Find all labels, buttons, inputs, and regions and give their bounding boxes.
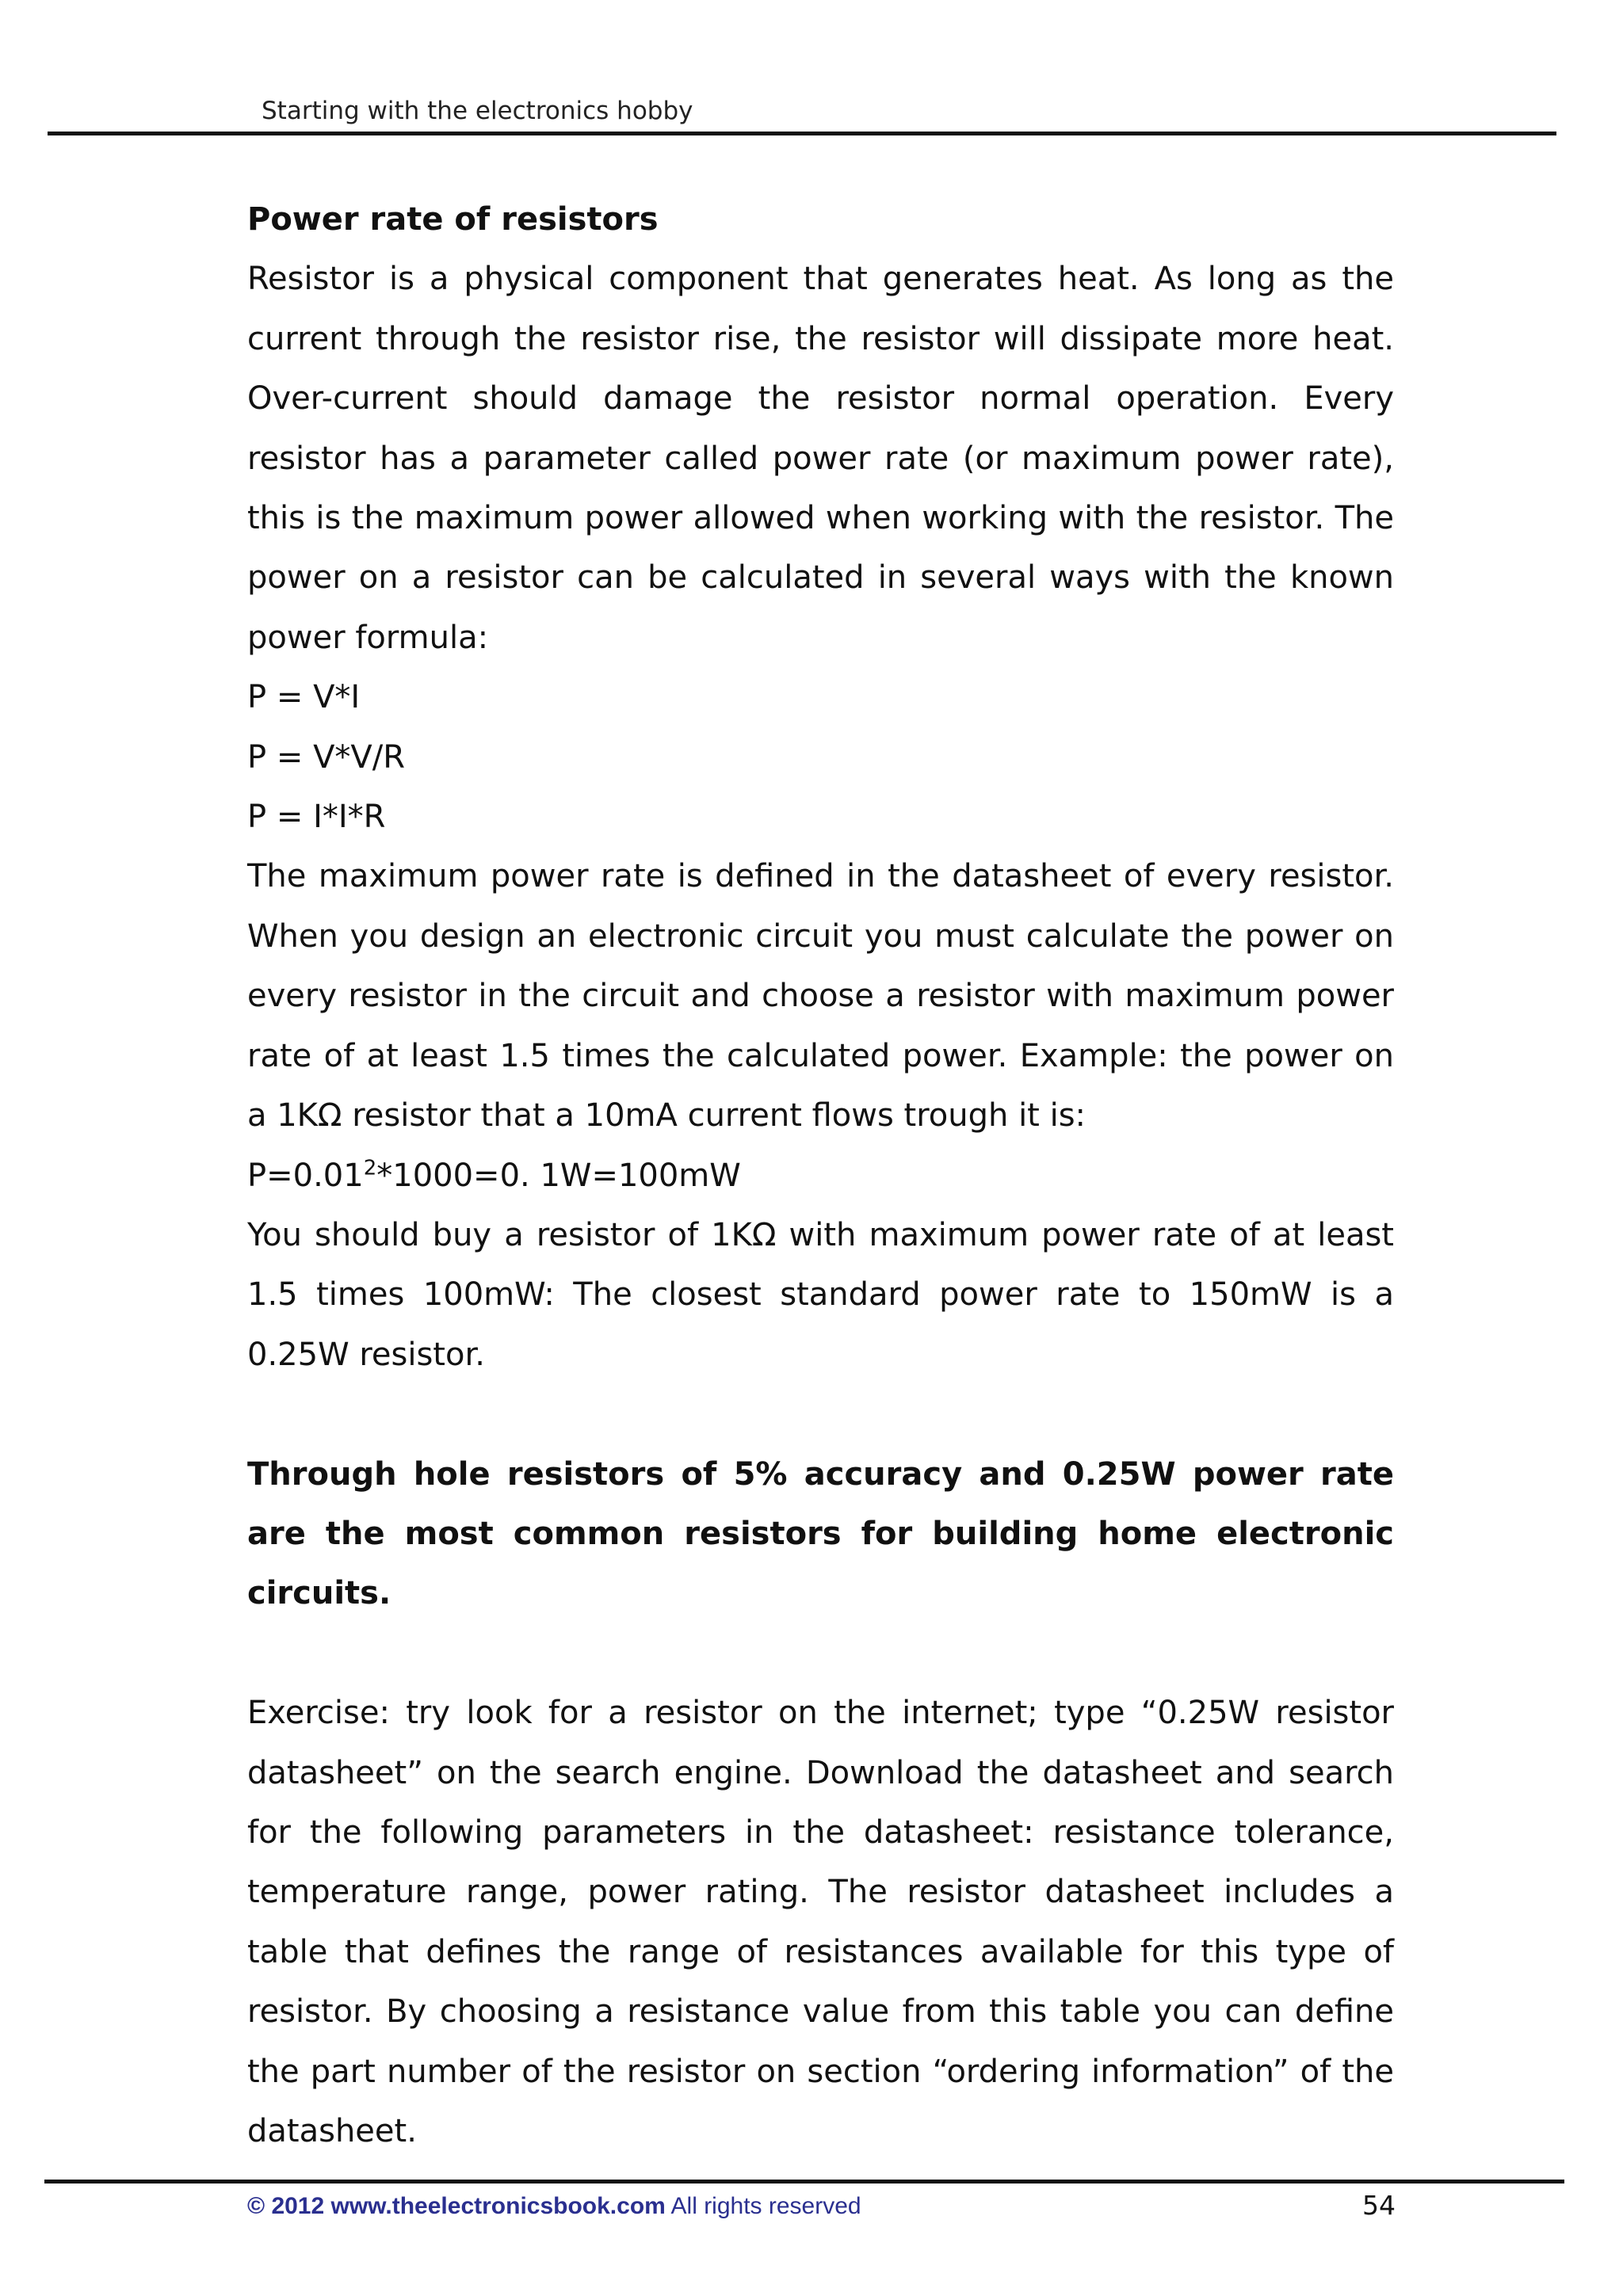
header-divider [48,132,1556,135]
footer-copyright [247,2193,861,2220]
copyright-site: © 2012 www.theelectronicsbook.com [247,2193,666,2219]
example-calculation [247,1146,1394,1206]
spacer [247,1385,1394,1444]
page-number: 54 [1362,2190,1396,2221]
section-heading: Power rate of resistors [247,201,659,238]
example-rest: *1000=0. 1W=100mW [376,1157,741,1194]
formula-p-vi: P = V*I [247,679,361,716]
footer-divider [44,2180,1564,2183]
paragraph-exercise: Exercise: try look for a resistor on the internet; type “0.25W resistor datasheet” on the search engine. Download the datasheet and search for the following parameters in the datasheet: resistance tolerance, temperature range, power rating. The resistor datasheet includes a table that defines the range of resistances available for this type of resistor. By choosing a resistance value from this table you can define the part number of the resistor on section “ordering information” of the datasheet. [247,1695,1394,2149]
example-base: P=0.01 [247,1157,364,1194]
paragraph-power-intro: Resistor is a physical component that generates heat. As long as the current through the resistor rise, the resistor will dissipate more heat. Over-current should damage the resistor normal operation. Every resistor has a parameter called power rate (or maximum power rate), this is the maximum power allowed when working with the resistor. The power on a resistor can be calculated in several ways with the known power formula: [247,261,1394,656]
running-header: Starting with the electronics hobby [262,97,693,125]
formula-p-iir: P = I*I*R [247,799,386,836]
copyright-rights: All rights reserved [670,2193,861,2219]
spacer [247,1624,1394,1684]
example-exponent: 2 [363,1156,377,1180]
paragraph-buy-resistor: You should buy a resistor of 1KΩ with maximum power rate of at least 1.5 times 100mW: The closest standard power rate to 150mW is a 0.25W resistor. [247,1216,1394,1373]
bold-statement: Through hole resistors of 5% accuracy and 0.25W power rate are the most common resistors for building home electronic circuits. [247,1455,1394,1612]
formula-p-vvr: P = V*V/R [247,738,406,776]
paragraph-datasheet-power: The maximum power rate is defined in the datasheet of every resistor. When you design an electronic circuit you must calculate the power on every resistor in the circuit and choose a resistor with maximum power rate of at least 1.5 times the calculated power. Example: the power on a 1KΩ resistor that a 10mA current flows trough it is: [247,858,1394,1135]
page-body [247,190,1394,2161]
